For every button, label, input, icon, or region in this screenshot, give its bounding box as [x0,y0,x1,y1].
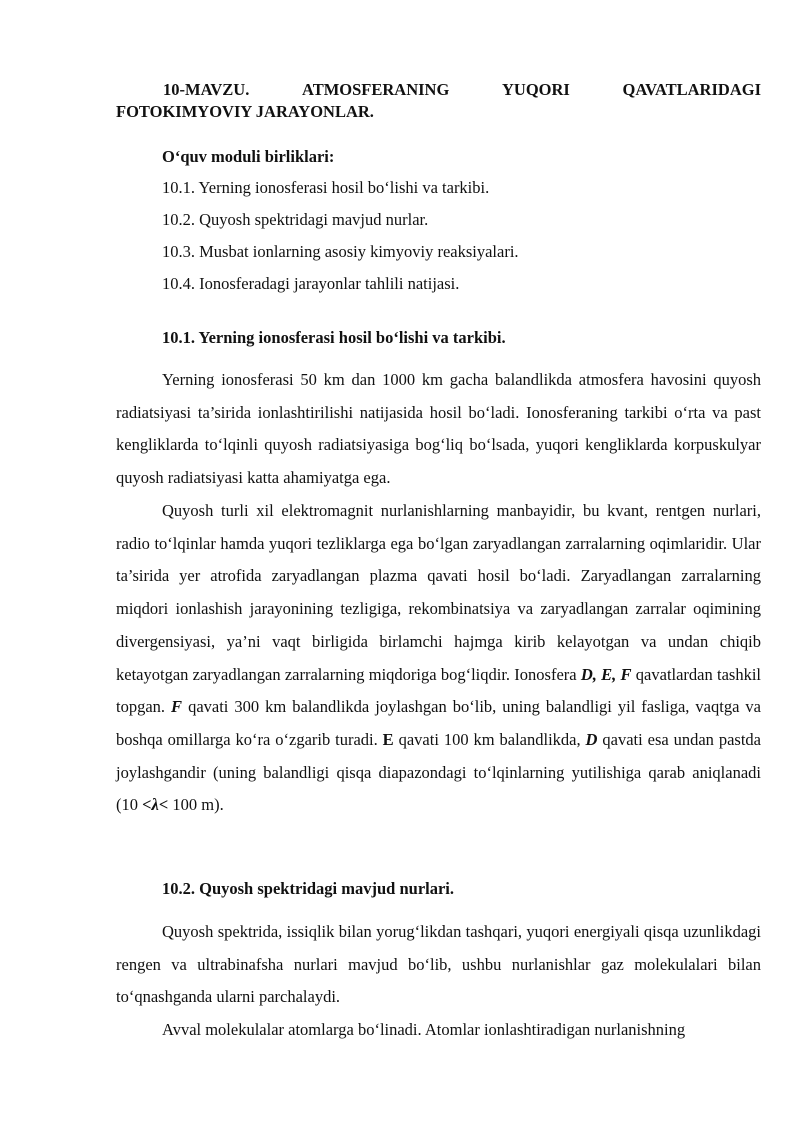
less-than-sign: < [158,795,169,815]
topic-title-word: 10-MAVZU. [163,80,250,99]
module-item: 10.3. Musbat ionlarning asosiy kimyoviy reaksiyalari. [162,242,519,261]
module-item: 10.2. Quyosh spektridagi mavjud nurlar. [162,210,429,229]
paragraph: Avval molekulalar atomlarga bo‘linadi. Atomlar ionlashtiradigan nurlanishning [162,1020,686,1039]
paragraph-text: qavati 300 km balandlikda joylashgan bo‘lib, uning balandligi yil fasliga, vaqtga va boshqa omillarga ko‘ra o‘zgarib turadi. [116,697,761,749]
topic-title-word: QAVATLARIDAGI [622,80,761,99]
layer-label-d: D, [580,664,597,684]
paragraph-text: qavati esa undan pastda joylashgandir (uning balandligi qisqa diapazondagi to‘lqinlarning yutilishiga qarab aniqlanadi (10 [116,729,762,815]
layer-label-f: F [620,664,632,684]
layer-label-d: D [585,729,598,749]
lambda-symbol: λ [151,795,159,815]
paragraph [116,495,761,822]
topic-title-line-1 [116,79,761,101]
less-than-sign: < [142,795,152,815]
module-item: 10.1. Yerning ionosferasi hosil bo‘lishi va tarkibi. [162,178,490,197]
paragraph-text: Quyosh turli xil elektromagnit nurlanishlarning manbayidir, bu kvant, rentgen nurlari, radio to‘lqinlar hamda yuqori tezliklarga ega bo‘lgan zaryadlangan zarralarning oqimlaridir. Ular ta’sirida yer atrofida zaryadlangan plazma qavati hosil bo‘ladi. Zaryadlangan zarralarning miqdori ionlashish jarayonining tezligiga, rekombinatsiya va zaryadlangan zarralar oqimining divergensiyasi, ya’ni vaqt birligida birlamchi hajmga kirib kelayotgan va undan chiqib ketayotgan zaryadlangan zarralarning miqdoriga bog‘liqdir. Ionosfera [116,501,761,684]
layer-label-e: E, [601,664,617,684]
module-item: 10.4. Ionosferadagi jarayonlar tahlili natijasi. [162,274,460,293]
paragraph-text: qavati 100 km balandlikda, [393,729,586,749]
paragraph: Quyosh spektrida, issiqlik bilan yorug‘likdan tashqari, yuqori energiyali qisqa uzunlikdagi rengen va ultrabinafsha nurlari mavjud bo‘lib, ushbu nurlanishlar gaz molekulalari bilan to‘qnashganda ularni parchalaydi. [116,922,761,1007]
modules-heading: O‘quv moduli birliklari: [162,147,335,166]
topic-title [116,79,761,123]
layer-label-e: E [382,729,394,749]
topic-title-word: YUQORI [502,80,570,99]
paragraph: Yerning ionosferasi 50 km dan 1000 km gacha balandlikda atmosfera havosini quyosh radiatsiyasi ta’sirida ionlashtirilishi natijasida hosil bo‘ladi. Ionosferaning tarkibi o‘rta va past kengliklarda to‘lqinli quyosh radiatsiyasiga bog‘liq bo‘lsada, yuqori kengliklarda korpuskulyar quyosh radiatsiyasi katta ahamiyatga ega. [116,370,761,488]
topic-title-word: ATMOSFERANING [302,80,450,99]
paragraph-text: 100 m). [168,795,224,815]
topic-title-line-2: FOTOKIMYOVIY JARAYONLAR. [116,102,374,121]
paragraph-text: qavatlardan tashkil topgan. [116,664,761,717]
layer-label-f: F [171,697,183,717]
section-heading: 10.1. Yerning ionosferasi hosil bo‘lishi va tarkibi. [162,328,506,347]
section-heading: 10.2. Quyosh spektridagi mavjud nurlari. [162,879,455,898]
